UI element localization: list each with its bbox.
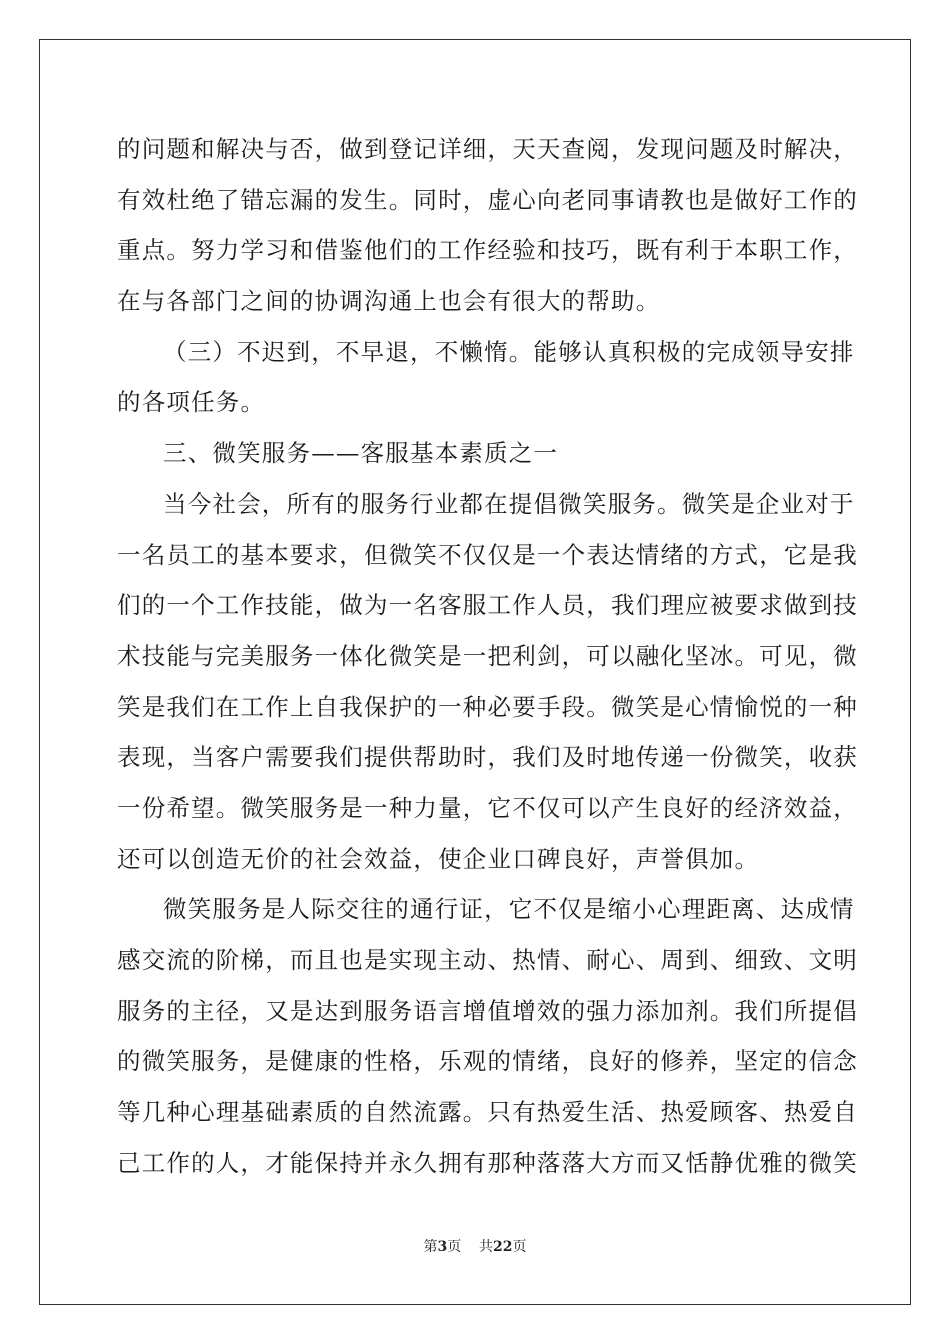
text-line-11: 术技能与完美服务一体化微笑是一把利剑，可以融化坚冰。可见，微 bbox=[117, 641, 858, 670]
text-line-4: 在与各部门之间的协调沟通上也会有很大的帮助。 bbox=[117, 287, 661, 316]
text-line-1: 的问题和解决与否，做到登记详细，天天查阅，发现问题及时解决， bbox=[117, 135, 858, 163]
page-prefix: 第 bbox=[423, 1239, 438, 1255]
text-line-3: 重点。努力学习和借鉴他们的工作经验和技巧，既有利于本职工作， bbox=[117, 236, 858, 265]
page-footer bbox=[0, 1236, 950, 1256]
total-prefix: 共 bbox=[479, 1239, 494, 1255]
text-line-8: 当今社会，所有的服务行业都在提倡微笑服务。微笑是企业对于 bbox=[163, 489, 855, 518]
text-line-6: 的各项任务。 bbox=[117, 388, 266, 417]
text-line-9: 一名员工的基本要求，但微笑不仅仅是一个表达情绪的方式，它是我 bbox=[117, 540, 858, 569]
document-body bbox=[117, 124, 858, 1188]
text-line-14: 一份希望。微笑服务是一种力量，它不仅可以产生良好的经济效益， bbox=[117, 793, 858, 822]
total-suffix: 页 bbox=[512, 1239, 527, 1255]
text-line-12: 笑是我们在工作上自我保护的一种必要手段。微笑是心情愉悦的一种 bbox=[117, 692, 858, 721]
total-pages: 22 bbox=[493, 1239, 513, 1255]
text-line-5: （三）不迟到，不早退，不懒惰。能够认真积极的完成领导安排 bbox=[163, 337, 855, 366]
text-line-15: 还可以创造无价的社会效益，使企业口碑良好，声誉俱加。 bbox=[117, 844, 760, 873]
page-suffix: 页 bbox=[447, 1239, 462, 1255]
text-line-10: 们的一个工作技能，做为一名客服工作人员，我们理应被要求做到技 bbox=[117, 591, 858, 620]
section-heading: 三、微笑服务——客服基本素质之一 bbox=[163, 439, 559, 468]
text-line-19: 的微笑服务，是健康的性格，乐观的情绪，良好的修养，坚定的信念 bbox=[117, 1047, 858, 1076]
text-line-2: 有效杜绝了错忘漏的发生。同时，虚心向老同事请教也是做好工作的 bbox=[117, 185, 858, 214]
text-line-16: 微笑服务是人际交往的通行证，它不仅是缩小心理距离、达成情 bbox=[163, 895, 855, 924]
text-line-18: 服务的主径，又是达到服务语言增值增效的强力添加剂。我们所提倡 bbox=[117, 996, 858, 1025]
text-line-13: 表现，当客户需要我们提供帮助时，我们及时地传递一份微笑，收获 bbox=[117, 743, 858, 772]
text-line-21: 己工作的人，才能保持并永久拥有那种落落大方而又恬静优雅的微笑 bbox=[117, 1148, 858, 1177]
text-line-20: 等几种心理基础素质的自然流露。只有热爱生活、热爱顾客、热爱自 bbox=[117, 1098, 858, 1127]
text-line-17: 感交流的阶梯，而且也是实现主动、热情、耐心、周到、细致、文明 bbox=[117, 946, 858, 974]
page-number: 3 bbox=[437, 1239, 448, 1255]
